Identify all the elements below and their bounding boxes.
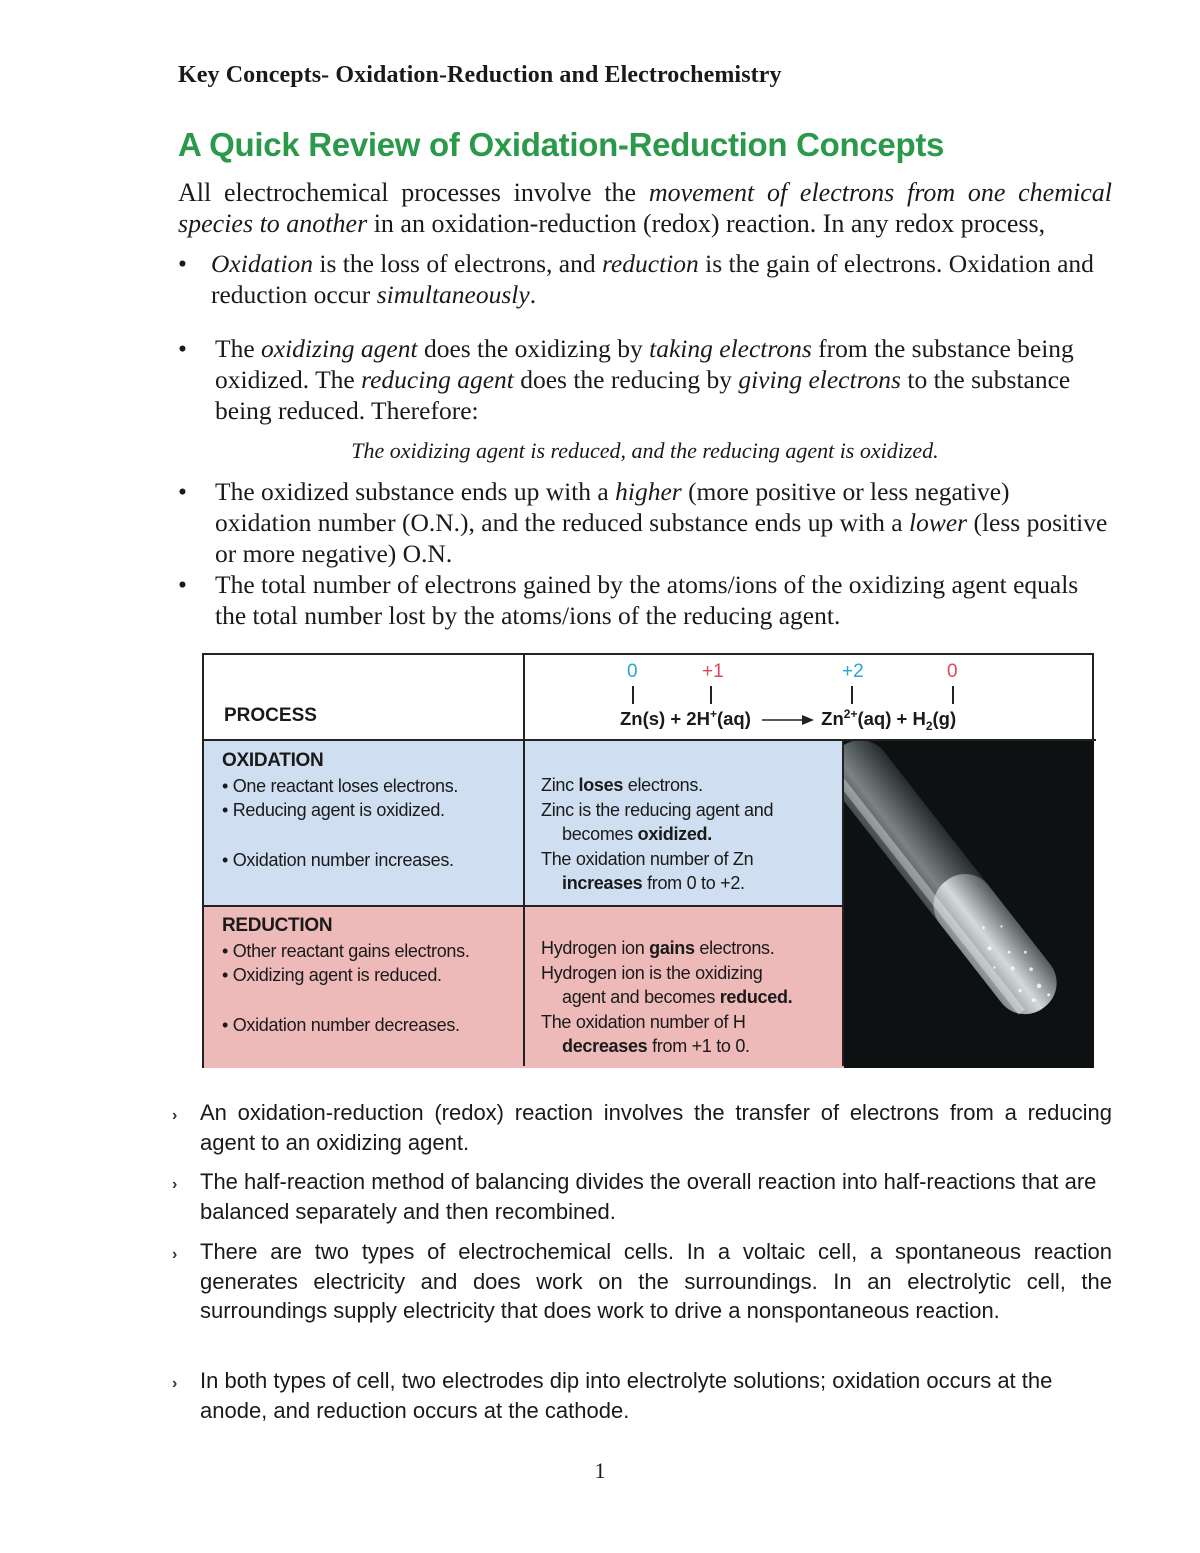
page-number: 1 bbox=[594, 1458, 606, 1483]
arrow-bullet-icon: › bbox=[172, 1107, 178, 1124]
section-title: A Quick Review of Oxidation-Reduction Concepts bbox=[178, 126, 945, 163]
test-tube-image bbox=[844, 741, 1094, 1068]
arrow-bullet-icon: › bbox=[172, 1246, 178, 1263]
on-label-h2: 0 bbox=[947, 661, 958, 682]
summary-item: › The half-reaction method of balancing divides the overall reaction into half-reactions that are balanced separately and then recombined. bbox=[172, 1169, 1097, 1224]
process-header: PROCESS bbox=[224, 705, 317, 726]
document-header: Key Concepts- Oxidation-Reduction and Electrochemistry bbox=[178, 62, 782, 88]
bullet-oxidation-definition: • Oxidation is the loss of electrons, and reduction is the gain of electrons. Oxidation and reduction occur simultaneously. bbox=[178, 249, 1094, 309]
reaction-arrow-icon bbox=[762, 714, 814, 726]
summary-item: › An oxidation-reduction (redox) reaction involves the transfer of electrons from a reducing agent to an oxidizing agent. bbox=[172, 1100, 1112, 1155]
redox-equation: Zn(s) + 2H+(aq) $Zn^{2+}(aq) + H_2(g)$ bbox=[620, 707, 957, 733]
summary-item: › In both types of cell, two electrodes dip into electrolyte solutions; oxidation occurs at the anode, and reduction occurs at the cathode. bbox=[172, 1368, 1053, 1423]
on-label-zn: 0 bbox=[627, 661, 638, 682]
summary-item: › There are two types of electrochemical cells. In a voltaic cell, a spontaneous reaction generates electricity and does work on the surroundings. In an electrolytic cell, the surroundings supply electricity that does work to drive a nonspontaneous reaction. bbox=[172, 1239, 1112, 1323]
redox-process-table bbox=[202, 653, 1094, 1068]
arrow-bullet-icon: › bbox=[172, 1375, 178, 1392]
oxidation-desc-block: Zinc loses electrons. Zinc is the reducing agent and becomes oxidized. The oxidation number of Zn increases from 0 to +2. bbox=[541, 775, 774, 893]
reduction-desc-block: Hydrogen ion gains electrons. Hydrogen ion is the oxidizing agent and becomes reduced. The oxidation number of H decreases from +1 to 0. bbox=[541, 938, 793, 1056]
equation-header bbox=[524, 655, 1094, 739]
oxidation-label-block: OXIDATION • One reactant loses electrons. • Reducing agent is oxidized. • Oxidation number increases. bbox=[222, 750, 459, 870]
test-tube-photo bbox=[844, 741, 1094, 1068]
center-quote: The oxidizing agent is reduced, and the reducing agent is oxidized. bbox=[351, 438, 939, 463]
intro-paragraph: All electrochemical processes involve the movement of electrons from one chemical species to another in an oxidation-reduction (redox) reaction. In any redox process, bbox=[178, 178, 1112, 238]
reduction-label-block: REDUCTION • Other reactant gains electrons. • Oxidizing agent is reduced. • Oxidation number decreases. bbox=[222, 915, 470, 1035]
on-label-h: +1 bbox=[702, 661, 724, 682]
bullet-electron-balance: • The total number of electrons gained by the atoms/ions of the oxidizing agent equals the total number lost by the atoms/ions of the reducing agent. bbox=[178, 570, 1079, 630]
bullet-oxidation-number: • The oxidized substance ends up with a higher (more positive or less negative) oxidation number (O.N.), and the reduced substance ends up with a lower (less positive or more negative) O.N. bbox=[178, 477, 1108, 568]
on-label-zn2: +2 bbox=[842, 661, 864, 682]
bullet-agents: • The oxidizing agent does the oxidizing by taking electrons from the substance being oxidized. The reducing agent does the reducing by giving electrons to the substance being reduced. Therefore: bbox=[178, 334, 1074, 425]
arrow-bullet-icon: › bbox=[172, 1176, 178, 1193]
